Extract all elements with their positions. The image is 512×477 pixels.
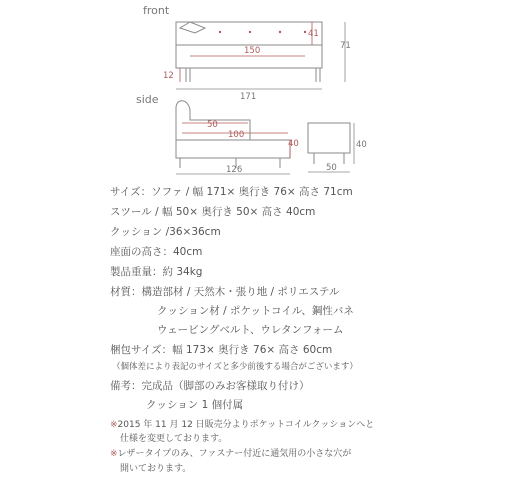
diagram-svg: [0, 0, 512, 180]
front-back-height: 41: [308, 29, 319, 39]
note-1-line-1: [110, 417, 374, 430]
front-label: front: [143, 4, 170, 17]
spec-stool: スツール / 幅 50× 奥行き 50× 高さ 40cm: [110, 206, 316, 218]
side-total-length: 126: [226, 165, 243, 175]
note-2-mark: ※: [110, 449, 118, 459]
spec-material-cushion: クッション材 / ポケットコイル、鋼性バネ: [157, 305, 354, 317]
spec-cushion: クッション /36×36cm: [110, 226, 221, 238]
note-2-line-2: 開いております。: [120, 464, 192, 474]
note-1-mark: ※: [110, 420, 118, 430]
front-total-width: 171: [240, 92, 257, 102]
side-depth-total: 100: [228, 130, 245, 140]
note-1-line-2: 仕様を変更しております。: [120, 434, 228, 444]
stool: [308, 123, 350, 164]
note-1-text: 2015 年 11 月 12 日販売分よりポケットコイルクッションへと: [117, 420, 375, 430]
front-seat-width: 150: [244, 46, 261, 56]
front-button-dots: [219, 31, 306, 33]
spec-remarks-cushion: クッション 1 個付属: [146, 399, 244, 411]
spec-weight: 製品重量：約 34kg: [110, 266, 203, 278]
front-total-height: 71: [340, 41, 351, 51]
side-label: side: [136, 93, 159, 106]
spec-material: 材質：構造部材 / 天然木・張り地 / ポリエステル: [110, 286, 340, 298]
dimension-diagram: [0, 0, 512, 180]
stool-height: 40: [356, 140, 367, 150]
spec-remarks: 備考：完成品（脚部のみお客様取り付け）: [110, 380, 310, 392]
side-seat-depth: 50: [207, 120, 218, 130]
front-leg-height: 12: [163, 71, 174, 81]
stool-width: 50: [326, 163, 337, 173]
note-2-text: レザータイプのみ、ファスナー付近に通気用の小さな穴が: [117, 449, 352, 459]
spec-package: 梱包サイズ：幅 173× 奥行き 76× 高さ 60cm: [110, 344, 333, 356]
spec-package-note: （個体差により表記のサイズと多少前後する場合がございます）: [112, 362, 358, 372]
note-2-line-1: [110, 446, 351, 459]
side-height: 40: [288, 139, 299, 149]
spec-size: サイズ：ソファ / 幅 171× 奥行き 76× 高さ 71cm: [110, 186, 353, 198]
spec-seat-height: 座面の高さ：40cm: [110, 246, 203, 258]
spec-material-belt: ウェービングベルト、ウレタンフォーム: [157, 324, 344, 336]
